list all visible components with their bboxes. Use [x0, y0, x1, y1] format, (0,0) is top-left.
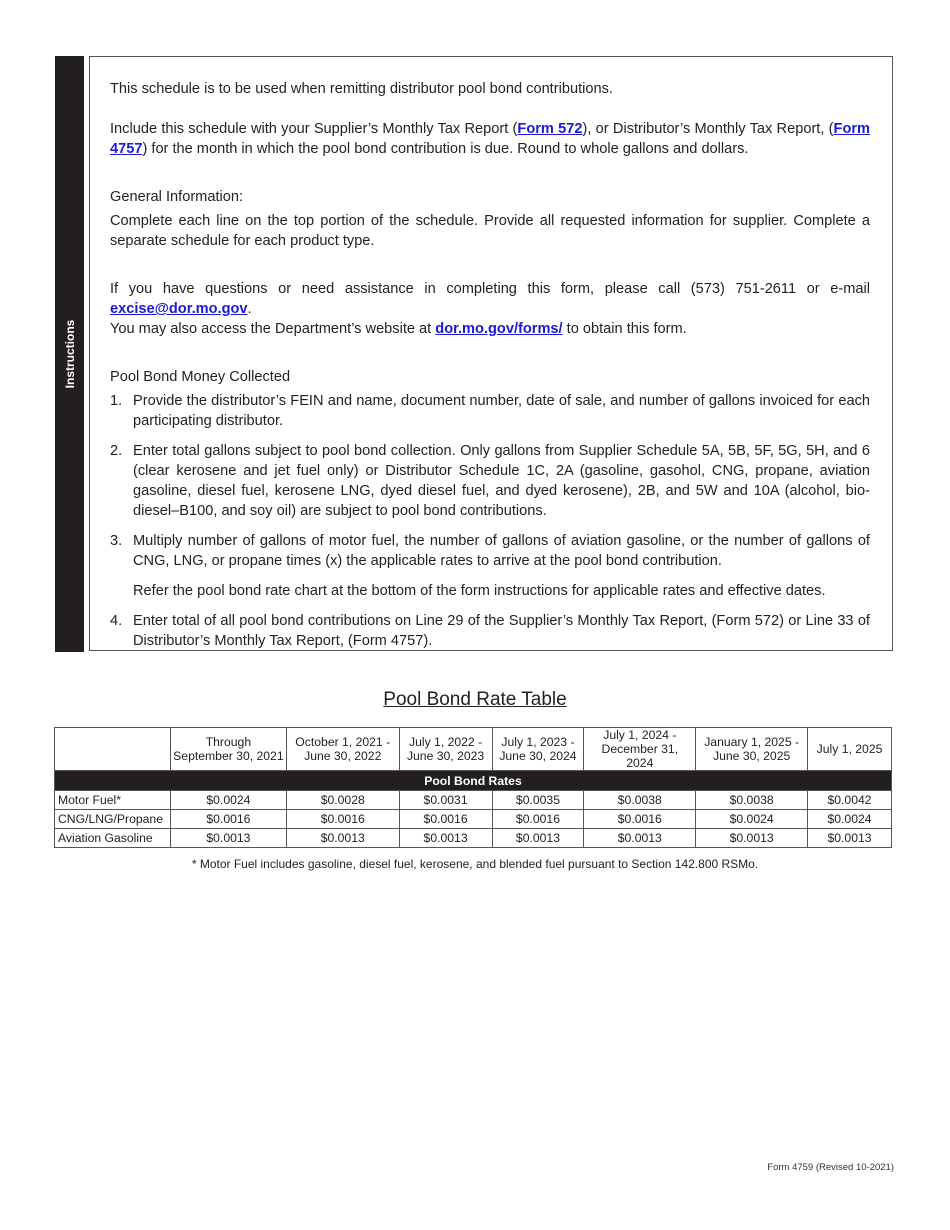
- step-number: 1.: [110, 393, 123, 409]
- instructions-sidebar: [55, 56, 84, 652]
- include-text-2: ), or Distributor’s Monthly Tax Report, (: [582, 121, 834, 137]
- step-item: [110, 531, 870, 601]
- column-header-line: December 31, 2024: [601, 742, 679, 770]
- row-label: Motor Fuel*: [55, 791, 171, 810]
- column-header: [286, 728, 399, 771]
- column-header: [399, 728, 492, 771]
- form-identifier: Form 4759 (Revised 10-2021): [767, 1162, 894, 1173]
- column-header: [696, 728, 808, 771]
- rate-cell: $0.0016: [286, 810, 399, 829]
- rate-cell: $0.0024: [170, 791, 286, 810]
- column-header-line: June 30, 2024: [499, 749, 577, 763]
- instructions-content: [110, 79, 870, 661]
- header-blank-cell: [55, 728, 171, 771]
- rate-cell: $0.0031: [399, 791, 492, 810]
- rate-cell: $0.0013: [808, 829, 892, 848]
- column-header: [808, 728, 892, 771]
- step-number: 2.: [110, 443, 123, 459]
- row-label: CNG/LNG/Propane: [55, 810, 171, 829]
- rate-cell: $0.0042: [808, 791, 892, 810]
- rate-table-title: Pool Bond Rate Table: [383, 689, 567, 710]
- assistance-paragraph: [110, 279, 870, 319]
- website-text-end: to obtain this form.: [562, 321, 687, 337]
- rate-cell: $0.0013: [584, 829, 696, 848]
- general-info-text: Complete each line on the top portion of the schedule. Provide all requested information for supplier. Complete a separate schedule for each product type.: [110, 213, 870, 249]
- rate-cell: $0.0038: [584, 791, 696, 810]
- rate-cell: $0.0028: [286, 791, 399, 810]
- step-item: [110, 391, 870, 431]
- website-link[interactable]: dor.mo.gov/forms/: [435, 321, 563, 337]
- column-header: [492, 728, 584, 771]
- instructions-box: [89, 56, 893, 651]
- column-header-line: July 1, 2025: [816, 742, 883, 756]
- column-header-line: June 30, 2025: [713, 749, 791, 763]
- rates-band-label: Pool Bond Rates: [55, 771, 892, 791]
- step-note: Refer the pool bond rate chart at the bottom of the form instructions for applicable rates and effective dates.: [133, 583, 826, 599]
- intro-text: This schedule is to be used when remitting distributor pool bond contributions.: [110, 81, 613, 97]
- email-link[interactable]: excise@dor.mo.gov: [110, 301, 248, 317]
- column-header-line: September 30, 2021: [173, 749, 284, 763]
- step-number: 3.: [110, 533, 123, 549]
- table-row: [55, 791, 892, 810]
- rate-cell: $0.0013: [286, 829, 399, 848]
- rate-cell: $0.0013: [399, 829, 492, 848]
- form-572-link[interactable]: Form 572: [517, 121, 583, 137]
- website-text: You may also access the Department’s website at: [110, 321, 436, 337]
- table-row: [55, 810, 892, 829]
- step-item: [110, 611, 870, 651]
- assistance-period: .: [247, 301, 252, 317]
- rate-cell: $0.0016: [584, 810, 696, 829]
- table-row: [55, 829, 892, 848]
- step-text: Enter total of all pool bond contributions on Line 29 of the Supplier’s Monthly Tax Report, (Form 572) or Line 33 of Distributor’s Monthly Tax Report, (Form 4757).: [133, 613, 870, 649]
- steps-list: [110, 391, 870, 651]
- sidebar-label: Instructions: [62, 319, 77, 389]
- column-header-line: July 1, 2024 -: [603, 728, 677, 742]
- rate-cell: $0.0016: [492, 810, 584, 829]
- column-header: [584, 728, 696, 771]
- include-text-3: ) for the month in which the pool bond contribution is due. Round to whole gallons and dollars.: [142, 141, 749, 157]
- rate-cell: $0.0024: [696, 810, 808, 829]
- motor-fuel-footnote: * Motor Fuel includes gasoline, diesel fuel, kerosene, and blended fuel pursuant to Section 142.800 RSMo.: [191, 857, 759, 871]
- row-label: Aviation Gasoline: [55, 829, 171, 848]
- rate-cell: $0.0016: [170, 810, 286, 829]
- step-item: [110, 441, 870, 521]
- column-header-line: Through: [205, 735, 252, 749]
- step-number: 4.: [110, 613, 123, 629]
- pool-bond-rate-table: [54, 727, 892, 848]
- column-header-line: July 1, 2022 -: [408, 735, 483, 749]
- rates-band-row: [55, 771, 892, 791]
- column-header-line: June 30, 2022: [304, 749, 382, 763]
- column-header: [170, 728, 286, 771]
- column-header-line: October 1, 2021 -: [295, 735, 391, 749]
- assistance-text: If you have questions or need assistance in completing this form, please call (573) 751-2611 or e-mail: [110, 281, 870, 297]
- rate-cell: $0.0016: [399, 810, 492, 829]
- rate-cell: $0.0013: [696, 829, 808, 848]
- step-text: Multiply number of gallons of motor fuel, the number of gallons of aviation gasoline, or the number of gallons of CNG, LNG, or propane times (x) the applicable rates to arrive at the pool bond contribution.: [133, 533, 870, 569]
- pool-bond-heading: Pool Bond Money Collected: [110, 369, 291, 385]
- column-header-line: July 1, 2023 -: [501, 735, 575, 749]
- step-text: Enter total gallons subject to pool bond collection. Only gallons from Supplier Schedule 5A, 5B, 5F, 5G, 5H, and 6 (clear kerosene and jet fuel only) or Distributor Schedule 1C, 2A (gasoline, gasohol, CNG, propane, aviation gasoline, diesel fuel, kerosene LNG, dyed diesel fuel, and dyed kerosene), 2B, and 5W and 10A (alcohol, bio-diesel–B100, and soy oil) are subject to pool bond contributions.: [133, 443, 870, 519]
- general-info-heading: General Information:: [110, 189, 244, 205]
- rate-cell: $0.0013: [492, 829, 584, 848]
- column-header-line: January 1, 2025 -: [704, 735, 800, 749]
- form-4757-link[interactable]: Form 4757: [110, 121, 871, 157]
- rate-cell: $0.0024: [808, 810, 892, 829]
- include-paragraph: [110, 119, 870, 159]
- rate-cell: $0.0035: [492, 791, 584, 810]
- rate-cell: $0.0038: [696, 791, 808, 810]
- rate-cell: $0.0013: [170, 829, 286, 848]
- column-header-line: June 30, 2023: [406, 749, 485, 763]
- include-text-1: Include this schedule with your Supplier’s Monthly Tax Report (: [110, 121, 518, 137]
- step-text: Provide the distributor’s FEIN and name, document number, date of sale, and number of gallons invoiced for each participating distributor.: [133, 393, 870, 429]
- table-header-row: [55, 728, 892, 771]
- website-paragraph: [110, 319, 870, 339]
